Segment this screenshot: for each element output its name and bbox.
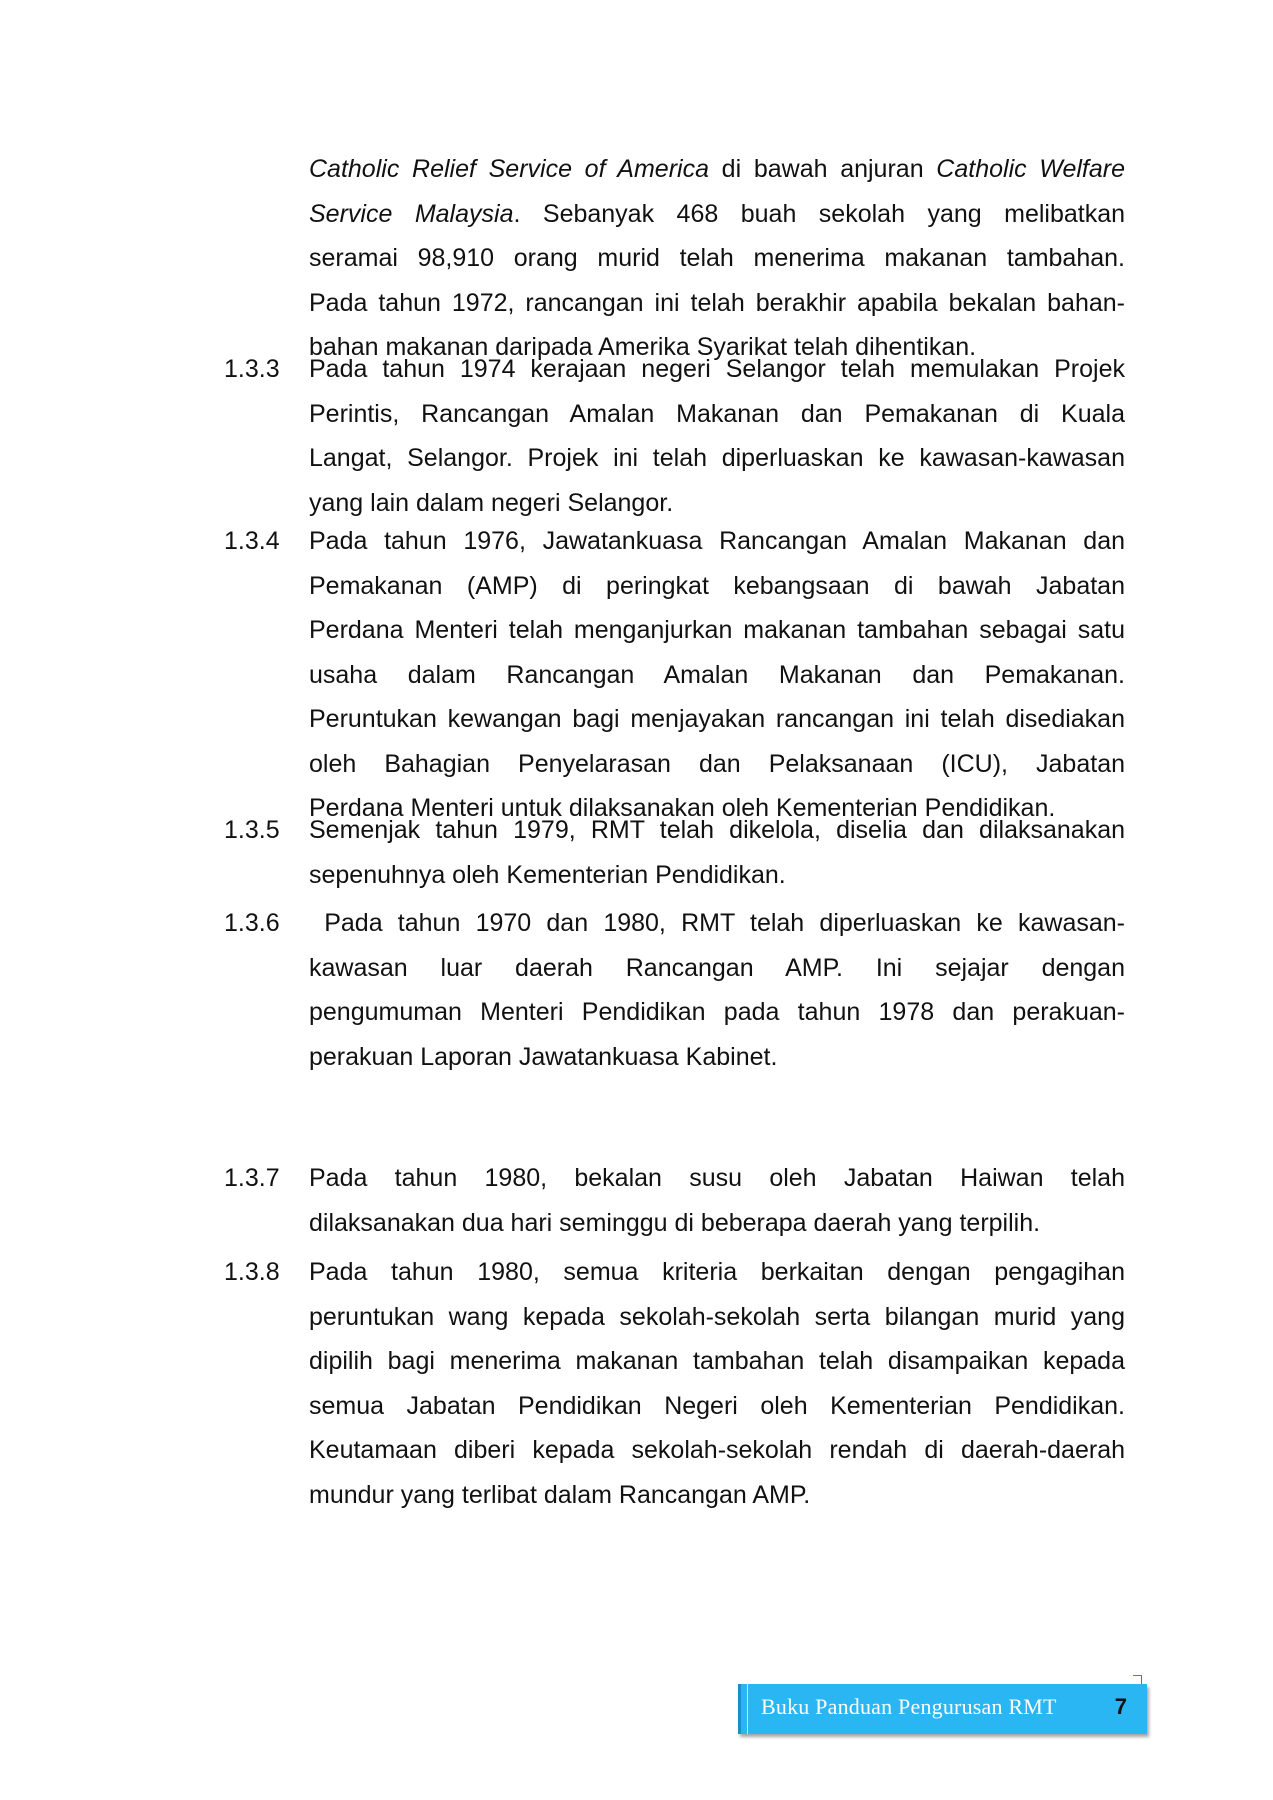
section-line: kawasan luar daerah Rancangan AMP. Ini sejajar dengan (309, 953, 1125, 982)
intro-line (309, 147, 1125, 192)
section-line: perakuan Laporan Jawatankuasa Kabinet. (309, 1042, 778, 1071)
section-line: Perdana Menteri telah menganjurkan makanan tambahan sebagai satu (309, 616, 1125, 644)
intro-paragraph (309, 147, 1125, 370)
footer-banner (738, 1684, 1147, 1734)
section-line: pengumuman Menteri Pendidikan pada tahun 1978 dan perakuan- (309, 998, 1125, 1026)
section-number: 1.3.7 (224, 1164, 280, 1192)
section-line: dipilih bagi menerima makanan tambahan telah disampaikan kepada (309, 1347, 1125, 1375)
section-line: semua Jabatan Pendidikan Negeri oleh Kementerian Pendidikan. (309, 1391, 1125, 1420)
section-number: 1.3.5 (224, 816, 280, 844)
footer-divider (747, 1684, 748, 1734)
section-paragraph (309, 808, 1125, 897)
page-number: 7 (1114, 1694, 1127, 1719)
body-text: bahan makanan daripada Amerika Syarikat telah dihentikan. (309, 333, 977, 361)
section-line: Langat, Selangor. Projek ini telah diperluaskan ke kawasan-kawasan (309, 444, 1125, 472)
section-line: sepenuhnya oleh Kementerian Pendidikan. (309, 860, 786, 889)
body-text: seramai 98,910 orang murid telah menerima makanan tambahan. (309, 244, 1125, 272)
section-line: dilaksanakan dua hari seminggu di beberapa daerah yang terpilih. (309, 1208, 1041, 1237)
section-line: Pada tahun 1980, bekalan susu oleh Jabatan Haiwan telah (309, 1164, 1125, 1192)
section-line: Perintis, Rancangan Amalan Makanan dan Pemakanan di Kuala (309, 399, 1125, 428)
section-paragraph (309, 347, 1125, 525)
section-line: mundur yang terlibat dalam Rancangan AMP. (309, 1480, 811, 1509)
section-number: 1.3.8 (224, 1258, 280, 1286)
italic-text: Catholic Welfare (936, 155, 1125, 183)
body-text: . Sebanyak 468 buah sekolah yang melibatkan (513, 199, 1126, 228)
section-paragraph (309, 1250, 1125, 1517)
body-text: Pada tahun 1972, rancangan ini telah berakhir apabila bekalan bahan- (309, 288, 1125, 317)
italic-text: Service Malaysia (309, 199, 514, 228)
section-line: Pada tahun 1980, semua kriteria berkaitan dengan pengagihan (309, 1258, 1125, 1286)
footer-title: Buku Panduan Pengurusan RMT (761, 1694, 1057, 1719)
section-number: 1.3.3 (224, 355, 280, 383)
section-line: Perdana Menteri untuk dilaksanakan oleh Kementerian Pendidikan. (309, 794, 1056, 822)
body-text: di bawah anjuran (708, 155, 937, 183)
section-line: Semenjak tahun 1979, RMT telah dikelola, diselia dan dilaksanakan (309, 816, 1125, 844)
section-line: Peruntukan kewangan bagi menjayakan rancangan ini telah disediakan (309, 705, 1125, 733)
intro-line (309, 192, 1125, 237)
section-line: yang lain dalam negeri Selangor. (309, 488, 674, 517)
section-line: Pemakanan (AMP) di peringkat kebangsaan di bawah Jabatan (309, 571, 1125, 600)
footer-corner-decoration (1133, 1675, 1142, 1684)
intro-line (309, 281, 1125, 326)
italic-text: Catholic Relief Service of America (309, 155, 709, 183)
section-line: Keutamaan diberi kepada sekolah-sekolah rendah di daerah-daerah (309, 1436, 1125, 1464)
section-line: oleh Bahagian Penyelarasan dan Pelaksanaan (ICU), Jabatan (309, 749, 1125, 778)
section-paragraph (309, 519, 1125, 831)
section-number: 1.3.6 (224, 909, 280, 937)
section-paragraph (309, 1156, 1125, 1245)
section-line: Pada tahun 1976, Jawatankuasa Rancangan Amalan Makanan dan (309, 527, 1125, 555)
section-line: peruntukan wang kepada sekolah-sekolah serta bilangan murid yang (309, 1302, 1125, 1331)
intro-line (309, 236, 1125, 281)
section-paragraph (309, 901, 1125, 1079)
section-line: Pada tahun 1970 dan 1980, RMT telah diperluaskan ke kawasan- (309, 909, 1125, 937)
section-number: 1.3.4 (224, 527, 280, 555)
section-line: Pada tahun 1974 kerajaan negeri Selangor telah memulakan Projek (309, 355, 1125, 383)
section-line: usaha dalam Rancangan Amalan Makanan dan Pemakanan. (309, 660, 1125, 689)
